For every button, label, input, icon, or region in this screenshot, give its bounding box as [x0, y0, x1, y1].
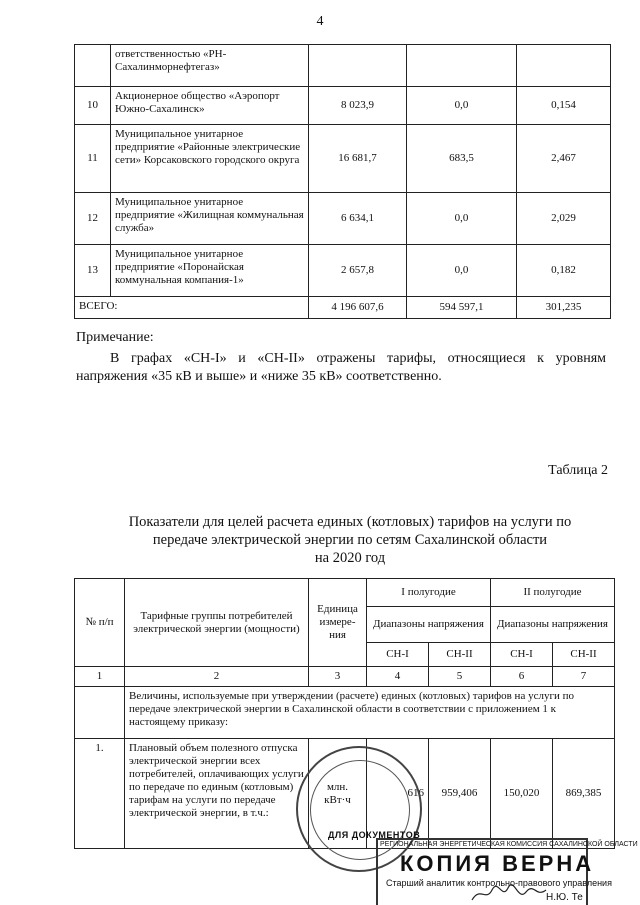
- table-row: [75, 45, 611, 87]
- header-cn2: СН-II: [429, 643, 491, 667]
- note-label: Примечание:: [76, 330, 154, 345]
- index-cell: 2: [125, 667, 309, 687]
- value-cell: 869,385: [553, 739, 615, 849]
- value-cell: 0,0: [407, 245, 517, 297]
- row-number: 1.: [75, 739, 125, 849]
- stamp-position: Старший аналитик контрольно-правового управления: [386, 878, 612, 888]
- tariff-table-continued: [74, 44, 611, 319]
- value-cell: 6 634,1: [309, 193, 407, 245]
- header-row: [75, 579, 615, 607]
- value-cell: 959,406: [429, 739, 491, 849]
- value-cell: 0,182: [517, 245, 611, 297]
- header-cn1: СН-I: [367, 643, 429, 667]
- row-number: 13: [75, 245, 111, 297]
- organization-name: Муниципальное унитарное предприятие «Районные электрические сети» Корсаковского городского округа: [111, 125, 309, 193]
- index-cell: 1: [75, 667, 125, 687]
- value-cell: 2 657,8: [309, 245, 407, 297]
- index-cell: 5: [429, 667, 491, 687]
- row-number: [75, 45, 111, 87]
- value-cell: 2,467: [517, 125, 611, 193]
- value-cell: 16 681,7: [309, 125, 407, 193]
- header-unit: Единица измере-ния: [309, 579, 367, 667]
- value-cell: 8 023,9: [309, 87, 407, 125]
- row-number: 11: [75, 125, 111, 193]
- index-row: [75, 667, 615, 687]
- section-row: [75, 687, 615, 739]
- header-range: Диапазоны напряжения: [491, 607, 615, 643]
- total-label: ВСЕГО:: [75, 297, 309, 319]
- value-cell: 683,5: [407, 125, 517, 193]
- table-row: [75, 125, 611, 193]
- header-half2: II полугодие: [491, 579, 615, 607]
- section-text: Величины, используемые при утверждении (расчете) единых (котловых) тарифов на услуги по передаче электрической энергии в Сахалинской области в соответствии с приложением 1 к настоящему приказу:: [125, 687, 615, 739]
- page-number: 4: [316, 14, 324, 29]
- header-num: № п/п: [75, 579, 125, 667]
- header-range: Диапазоны напряжения: [367, 607, 491, 643]
- row-number: 10: [75, 87, 111, 125]
- value-cell: 0,0: [407, 193, 517, 245]
- value-cell: 150,020: [491, 739, 553, 849]
- organization-name: Акционерное общество «Аэропорт Южно-Сахалинск»: [111, 87, 309, 125]
- total-value: 594 597,1: [407, 297, 517, 319]
- value-cell: 2,029: [517, 193, 611, 245]
- stamp-name: Н.Ю. Те: [546, 892, 583, 903]
- table-row: [75, 87, 611, 125]
- index-cell: 3: [309, 667, 367, 687]
- note-text: В графах «СН-I» и «СН-II» отражены тарифы, относящиеся к уровням напряжения «35 кВ и выше» и «ниже 35 кВ» соответственно.: [76, 351, 606, 384]
- stamp-org-text: РЕГИОНАЛЬНАЯ ЭНЕРГЕТИЧЕСКАЯ КОМИССИЯ САХАЛИНСКОЙ ОБЛАСТИ: [380, 841, 638, 848]
- organization-name: Муниципальное унитарное предприятие «Поронайская коммунальная компания-1»: [111, 245, 309, 297]
- table-row: [75, 245, 611, 297]
- value-cell: [517, 45, 611, 87]
- value-cell: 0,154: [517, 87, 611, 125]
- row-number: 12: [75, 193, 111, 245]
- index-cell: 7: [553, 667, 615, 687]
- header-cn2: СН-II: [553, 643, 615, 667]
- empty-cell: [75, 687, 125, 739]
- index-cell: 4: [367, 667, 429, 687]
- index-cell: 6: [491, 667, 553, 687]
- title-line: на 2020 год: [314, 550, 386, 566]
- total-value: 301,235: [517, 297, 611, 319]
- table-title: [80, 513, 620, 567]
- stamp-title: КОПИЯ ВЕРНА: [400, 851, 595, 876]
- title-line: Показатели для целей расчета единых (котловых) тарифов на услуги по: [128, 514, 572, 530]
- row-description: Плановый объем полезного отпуска электрической энергии всех потребителей, оплачивающих услуги по передаче по единым (котловым) тарифам на услуги по передаче электрической энергии, в т.ч.:: [125, 739, 309, 849]
- table-row: [75, 193, 611, 245]
- value-cell: 0,0: [407, 87, 517, 125]
- header-half1: I полугодие: [367, 579, 491, 607]
- total-row: [75, 297, 611, 319]
- value-cell: [309, 45, 407, 87]
- table-label: Таблица 2: [548, 463, 608, 478]
- seal-text: ДЛЯ ДОКУМЕНТОВ: [328, 830, 421, 840]
- organization-name: Муниципальное унитарное предприятие «Жилищная коммунальная служба»: [111, 193, 309, 245]
- signature-icon: [470, 884, 550, 904]
- organization-name: ответственностью «РН-Сахалинморнефтегаз»: [111, 45, 309, 87]
- title-line: передаче электрической энергии по сетям Сахалинской области: [152, 532, 548, 548]
- value-cell: [407, 45, 517, 87]
- total-value: 4 196 607,6: [309, 297, 407, 319]
- row-unit: млн. кВт·ч: [309, 739, 367, 849]
- header-groups: Тарифные группы потребителей электрической энергии (мощности): [125, 579, 309, 667]
- value-cell: 616: [367, 739, 429, 849]
- header-cn1: СН-I: [491, 643, 553, 667]
